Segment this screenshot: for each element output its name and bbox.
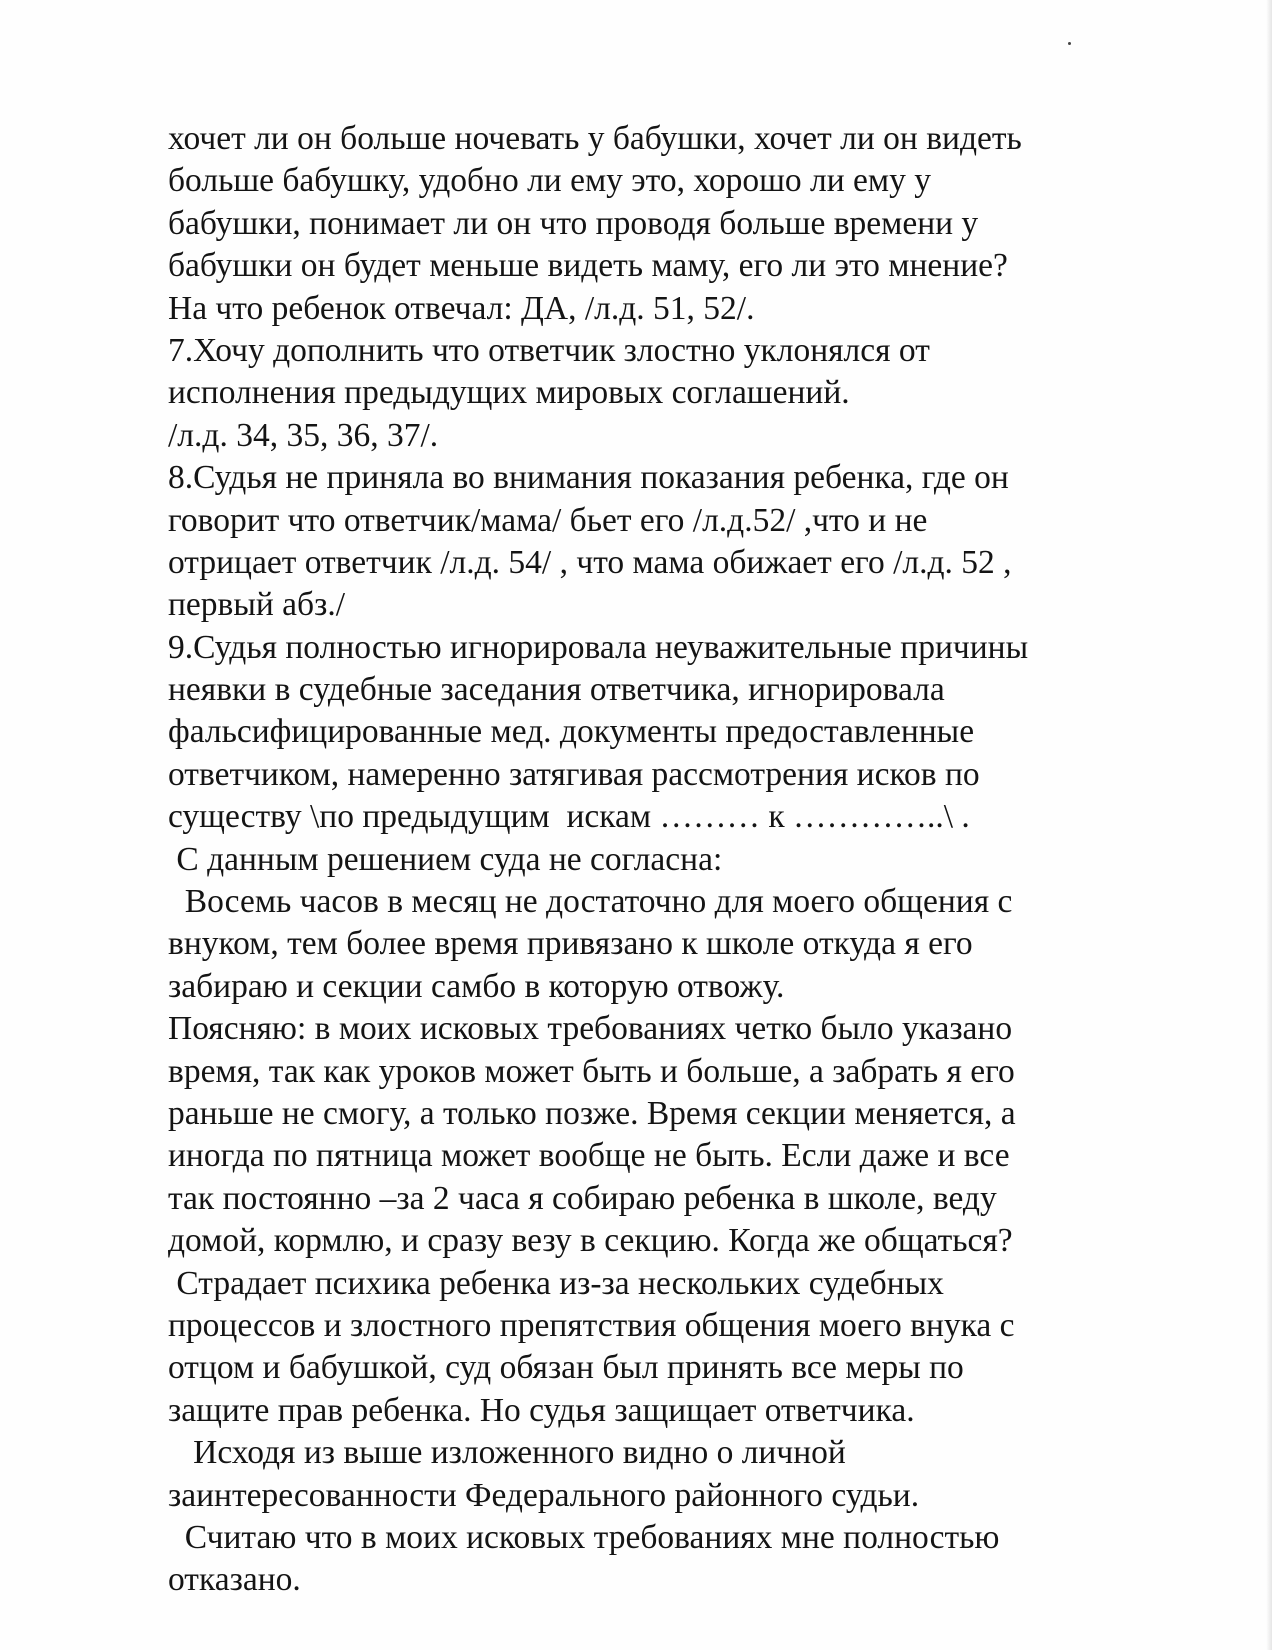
- text-line: раньше не смогу, а только позже. Время секции меняется, а: [168, 1094, 1016, 1132]
- text-line: бабушки, понимает ли он что проводя больше времени у: [168, 204, 979, 242]
- text-line: так постоянно –за 2 часа я собираю ребенка в школе, веду: [168, 1179, 997, 1217]
- text-line: отказано.: [168, 1561, 301, 1599]
- text-line: Страдает психика ребенка из-за нескольких судебных: [168, 1264, 944, 1302]
- text-line: первый абз./: [168, 586, 346, 624]
- scan-speck: [1068, 42, 1071, 45]
- text-line: ответчиком, намеренно затягивая рассмотрения исков по: [168, 755, 980, 793]
- text-line: Исходя из выше изложенного видно о личной: [168, 1434, 846, 1472]
- text-line: забираю и секции самбо в которую отвожу.: [168, 967, 785, 1005]
- text-line: Поясняю: в моих исковых требованиях четко было указано: [168, 1010, 1013, 1048]
- text-line: время, так как уроков может быть и больше, а забрать я его: [168, 1052, 1015, 1090]
- text-line: Восемь часов в месяц не достаточно для моего общения с: [168, 883, 1013, 921]
- text-line: защите прав ребенка. Но судья защищает ответчика.: [168, 1391, 915, 1429]
- text-line: существу \по предыдущим искам ……… к …………..\ .: [168, 798, 970, 836]
- document-body: [168, 118, 1168, 1602]
- text-line: 8.Судья не приняла во внимания показания ребенка, где он: [168, 459, 1009, 497]
- text-line: С данным решением суда не согласна:: [168, 840, 723, 878]
- text-line: процессов и злостного препятствия общения моего внука с: [168, 1306, 1015, 1344]
- text-line: 7.Хочу дополнить что ответчик злостно уклонялся от: [168, 331, 930, 369]
- text-line: отрицает ответчик /л.д. 54/ , что мама обижает его /л.д. 52 ,: [168, 543, 1012, 581]
- text-line: неявки в судебные заседания ответчика, игнорировала: [168, 671, 945, 709]
- text-line: Считаю что в моих исковых требованиях мне полностью: [168, 1518, 1000, 1556]
- text-line: отцом и бабушкой, суд обязан был принять все меры по: [168, 1349, 964, 1387]
- text-line: На что ребенок отвечал: ДА, /л.д. 51, 52/.: [168, 289, 755, 327]
- text-line: /л.д. 34, 35, 36, 37/.: [168, 416, 439, 454]
- text-line: домой, кормлю, и сразу везу в секцию. Когда же общаться?: [168, 1222, 1013, 1260]
- text-line: исполнения предыдущих мировых соглашений.: [168, 374, 850, 412]
- text-line: больше бабушку, удобно ли ему это, хорошо ли ему у: [168, 162, 931, 200]
- text-line: заинтересованности Федерального районного судьи.: [168, 1476, 920, 1514]
- text-line: бабушки он будет меньше видеть маму, его ли это мнение?: [168, 247, 1008, 285]
- text-line: иногда по пятница может вообще не быть. Если даже и все: [168, 1137, 1010, 1175]
- text-line: фальсифицированные мед. документы предоставленные: [168, 713, 975, 751]
- text-line: 9.Судья полностью игнорировала неуважительные причины: [168, 628, 1029, 666]
- text-line: хочет ли он больше ночевать у бабушки, хочет ли он видеть: [168, 120, 1022, 157]
- scan-edge: [1266, 0, 1272, 1650]
- text-line: внуком, тем более время привязано к школе откуда я его: [168, 925, 973, 963]
- text-line: говорит что ответчик/мама/ бьет его /л.д.52/ ,что и не: [168, 501, 928, 539]
